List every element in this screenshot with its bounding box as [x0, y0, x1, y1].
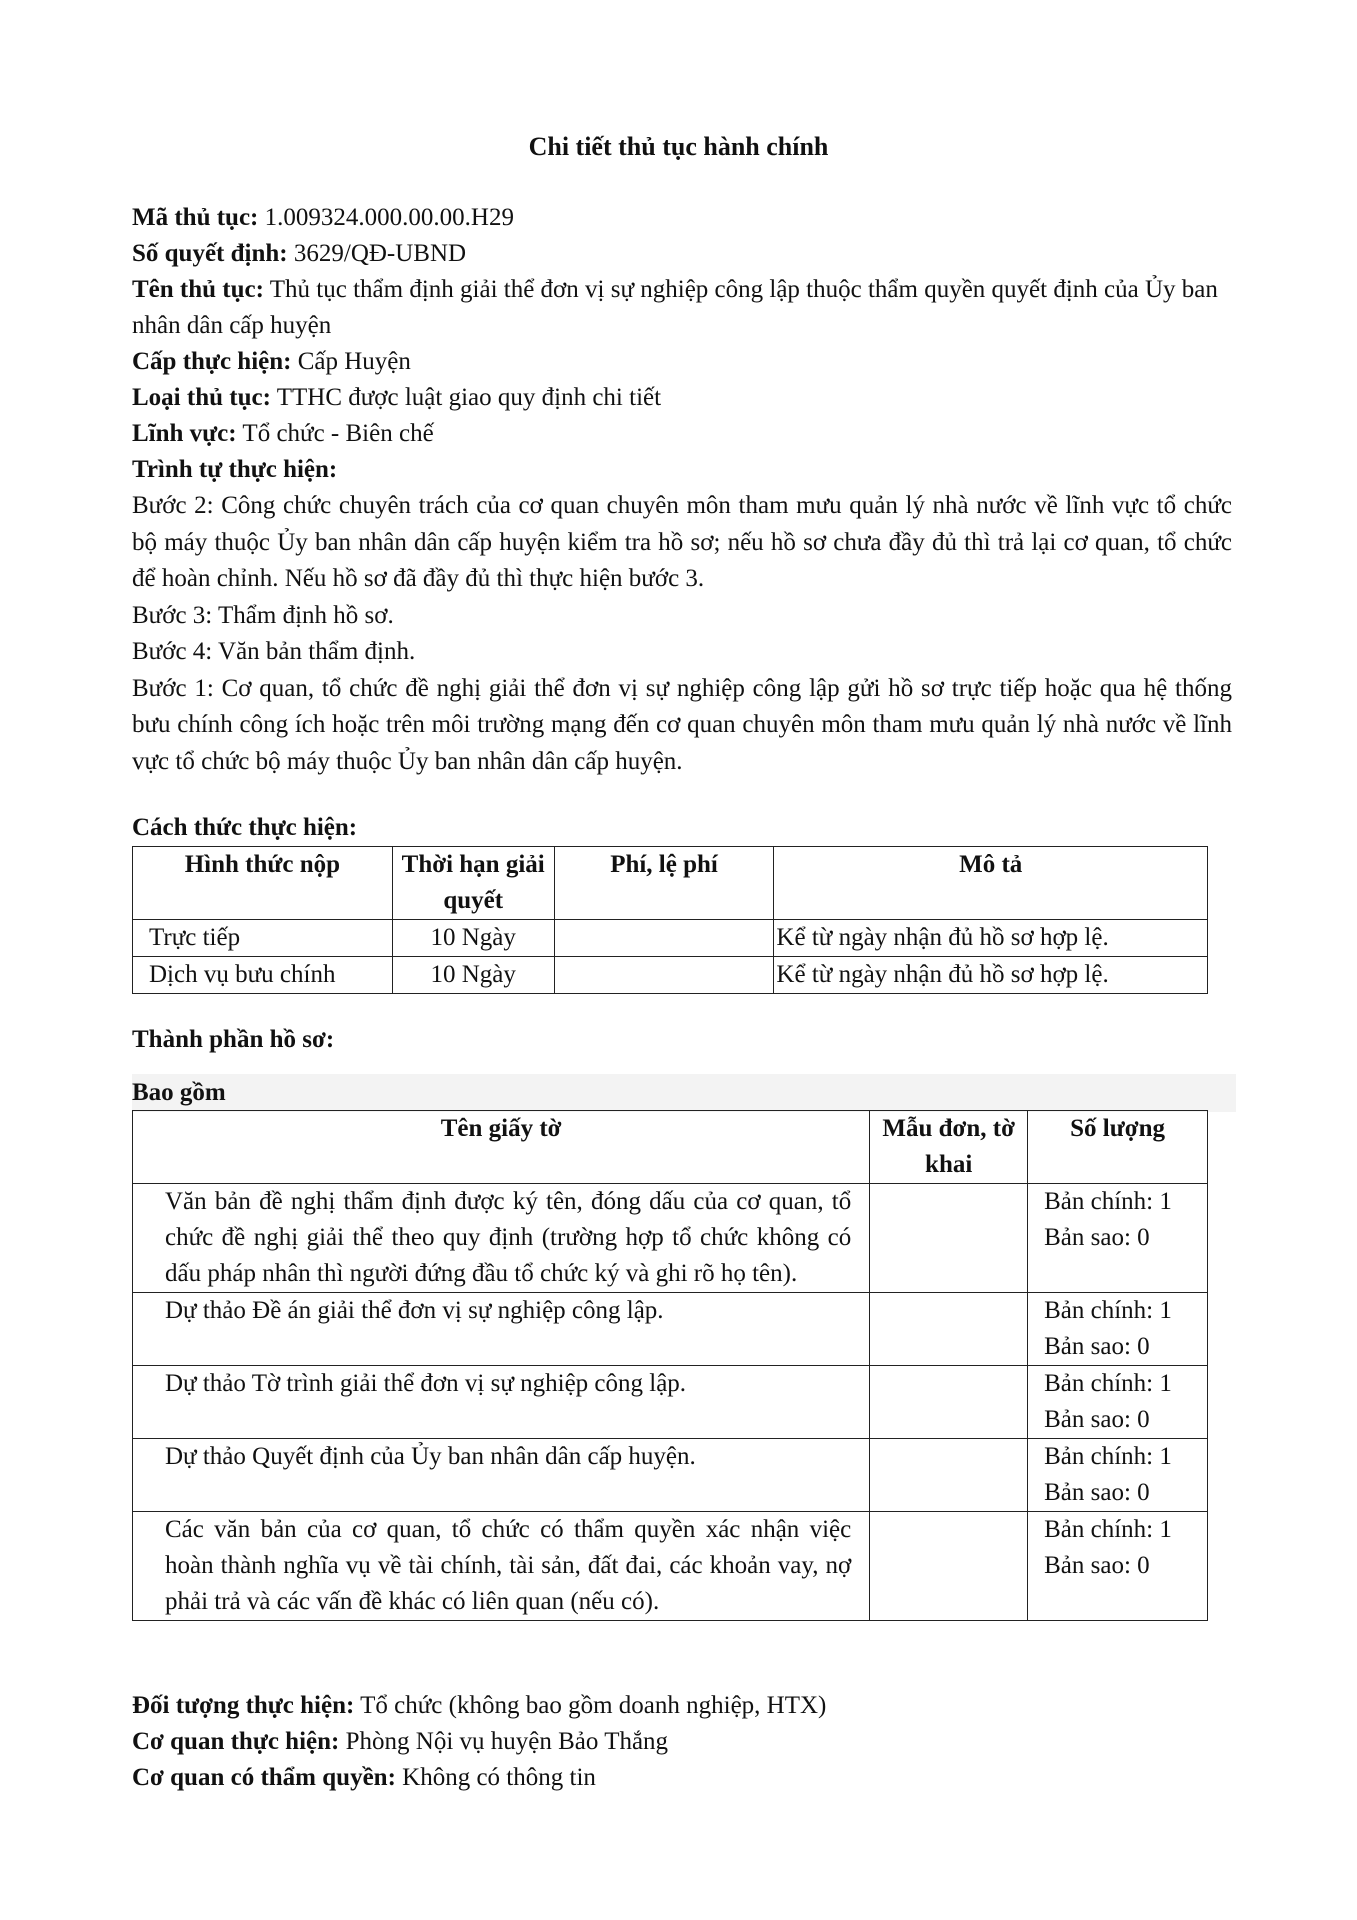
table-cell: Kể từ ngày nhận đủ hồ sơ hợp lệ.	[774, 920, 1208, 957]
field-value: Cấp Huyện	[297, 348, 411, 375]
table-row	[133, 1293, 1208, 1366]
quantity-original: Bản chính: 1	[1044, 1188, 1172, 1215]
field-value: TTHC được luật giao quy định chi tiết	[276, 384, 662, 411]
documents-table	[132, 1110, 1208, 1621]
field-label: Cơ quan có thẩm quyền:	[132, 1764, 396, 1791]
quantity-copy: Bản sao: 0	[1044, 1224, 1150, 1251]
document-name: Các văn bản của cơ quan, tổ chức có thẩm quyền xác nhận việc hoàn thành nghĩa vụ về tài chính, tài sản, đất đai, các khoản vay, nợ phải trả và các vấn đề khác có liên quan (nếu có).	[133, 1512, 870, 1621]
table-header-row	[133, 1111, 1208, 1184]
field-value: 1.009324.000.00.00.H29	[264, 204, 514, 231]
field-value: Không có thông tin	[402, 1764, 596, 1791]
table-row	[133, 1366, 1208, 1439]
table-cell	[554, 920, 774, 957]
table-cell: Dịch vụ bưu chính	[133, 957, 393, 994]
document-quantity	[1028, 1293, 1208, 1366]
document-quantity	[1028, 1366, 1208, 1439]
document-name: Dự thảo Đề án giải thể đơn vị sự nghiệp công lập.	[133, 1293, 870, 1366]
quantity-copy: Bản sao: 0	[1044, 1552, 1150, 1579]
quantity-copy: Bản sao: 0	[1044, 1333, 1150, 1360]
step-item: Bước 2: Công chức chuyên trách của cơ quan chuyên môn tham mưu quản lý nhà nước về lĩnh vực tổ chức bộ máy thuộc Ủy ban nhân dân cấp huyện kiểm tra hồ sơ; nếu hồ sơ chưa đầy đủ thì trả lại cơ quan, tổ chức để hoàn chỉnh. Nếu hồ sơ đã đầy đủ thì thực hiện bước 3.	[132, 492, 1232, 592]
document-name: Văn bản đề nghị thẩm định được ký tên, đóng dấu của cơ quan, tổ chức đề nghị giải thể theo quy định (trường hợp tổ chức không có dấu pháp nhân thì người đứng đầu tổ chức ký và ghi rõ họ tên).	[133, 1184, 870, 1293]
table-cell: 10 Ngày	[392, 957, 554, 994]
column-header: Số lượng	[1028, 1111, 1208, 1184]
document-quantity	[1028, 1184, 1208, 1293]
quantity-original: Bản chính: 1	[1044, 1370, 1172, 1397]
field-label: Mã thủ tục:	[132, 204, 259, 231]
document-form	[870, 1439, 1028, 1512]
document-quantity	[1028, 1512, 1208, 1621]
field-procedure-code	[132, 200, 1232, 236]
table-cell	[554, 957, 774, 994]
page-title: Chi tiết thủ tục hành chính	[528, 132, 829, 161]
quantity-copy: Bản sao: 0	[1044, 1479, 1150, 1506]
docs-subheading: Bao gồm	[132, 1079, 226, 1106]
field-value: Tổ chức - Biên chế	[242, 420, 434, 447]
field-target-subject	[132, 1688, 1232, 1724]
document-name: Dự thảo Tờ trình giải thể đơn vị sự nghiệp công lập.	[133, 1366, 870, 1439]
step-item: Bước 3: Thẩm định hồ sơ.	[132, 601, 394, 629]
field-label: Số quyết định:	[132, 240, 288, 267]
steps-heading: Trình tự thực hiện:	[132, 456, 338, 483]
table-cell: Trực tiếp	[133, 920, 393, 957]
document-name: Dự thảo Quyết định của Ủy ban nhân dân cấp huyện.	[133, 1439, 870, 1512]
document-form	[870, 1512, 1028, 1621]
method-heading: Cách thức thực hiện:	[132, 814, 358, 841]
step-item: Bước 1: Cơ quan, tổ chức đề nghị giải thể đơn vị sự nghiệp công lập gửi hồ sơ trực tiếp hoặc qua hệ thống bưu chính công ích hoặc trên môi trường mạng đến cơ quan chuyên môn tham mưu quản lý nhà nước về lĩnh vực tổ chức bộ máy thuộc Ủy ban nhân dân cấp huyện.	[132, 674, 1232, 775]
column-header: Phí, lệ phí	[554, 847, 774, 920]
table-cell: 10 Ngày	[392, 920, 554, 957]
column-header: Mô tả	[774, 847, 1208, 920]
docs-heading: Thành phần hồ sơ:	[132, 1026, 335, 1053]
method-table	[132, 846, 1208, 994]
field-value: Thủ tục thẩm định giải thể đơn vị sự nghiệp công lập thuộc thẩm quyền quyết định của Ủy ban nhân dân cấp huyện	[132, 276, 1218, 339]
quantity-copy: Bản sao: 0	[1044, 1406, 1150, 1433]
field-value: 3629/QĐ-UBND	[293, 240, 467, 267]
field-label: Cơ quan thực hiện:	[132, 1728, 340, 1755]
table-row	[133, 1439, 1208, 1512]
field-procedure-type	[132, 380, 1232, 416]
field-label: Tên thủ tục:	[132, 276, 264, 303]
field-value: Phòng Nội vụ huyện Bảo Thắng	[345, 1728, 669, 1755]
column-header: Hình thức nộp	[133, 847, 393, 920]
steps-list	[132, 488, 1232, 780]
document-form	[870, 1184, 1028, 1293]
table-row	[133, 1184, 1208, 1293]
docs-subheading-band	[132, 1074, 1236, 1112]
quantity-original: Bản chính: 1	[1044, 1443, 1172, 1470]
column-header: Mẫu đơn, tờ khai	[870, 1111, 1028, 1184]
document-quantity	[1028, 1439, 1208, 1512]
field-label: Lĩnh vực:	[132, 420, 237, 447]
field-competent-agency	[132, 1760, 1232, 1796]
column-header: Tên giấy tờ	[133, 1111, 870, 1184]
field-label: Đối tượng thực hiện:	[132, 1692, 355, 1719]
field-decision-number	[132, 236, 1232, 272]
document-form	[870, 1293, 1028, 1366]
table-row	[133, 920, 1208, 957]
table-row	[133, 957, 1208, 994]
field-procedure-name	[132, 272, 1232, 344]
field-value: Tổ chức (không bao gồm doanh nghiệp, HTX)	[360, 1692, 827, 1719]
field-label: Cấp thực hiện:	[132, 348, 292, 375]
quantity-original: Bản chính: 1	[1044, 1297, 1172, 1324]
field-label: Loại thủ tục:	[132, 384, 271, 411]
table-row	[133, 1512, 1208, 1621]
step-item: Bước 4: Văn bản thẩm định.	[132, 638, 416, 665]
quantity-original: Bản chính: 1	[1044, 1516, 1172, 1543]
table-header-row	[133, 847, 1208, 920]
table-cell: Kể từ ngày nhận đủ hồ sơ hợp lệ.	[774, 957, 1208, 994]
column-header: Thời hạn giải quyết	[392, 847, 554, 920]
document-form	[870, 1366, 1028, 1439]
field-executing-agency	[132, 1724, 1232, 1760]
field-level	[132, 344, 1232, 380]
field-domain	[132, 416, 1232, 452]
